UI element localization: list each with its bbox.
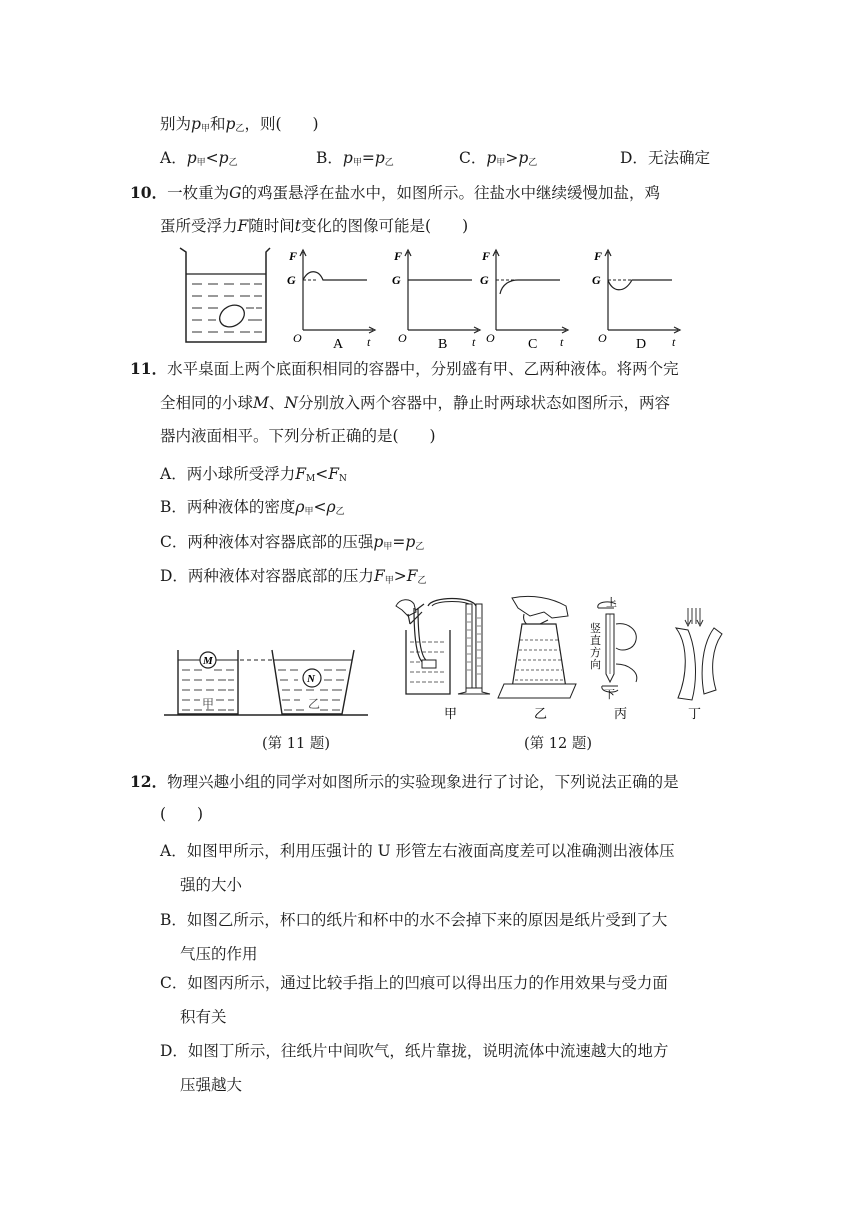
text: 全相同的小球 [160, 394, 254, 412]
figure-label: 乙 [534, 706, 548, 721]
q9-option-d[interactable] [620, 146, 710, 168]
q12-option-a[interactable] [160, 839, 675, 895]
sub: 乙 [384, 158, 394, 168]
relation: = [361, 149, 375, 167]
sub: 甲 [352, 158, 362, 168]
axis-label-f: F [594, 249, 603, 263]
option-text: C．如图丙所示，通过比较手指上的凹痕可以得出压力的作用效果与受力面 [160, 974, 668, 992]
graph-c [478, 246, 578, 352]
axis-label-f: F [482, 249, 491, 263]
graph-a [285, 246, 385, 352]
q12-option-d[interactable] [160, 1039, 668, 1095]
q12-option-c[interactable] [160, 971, 668, 1027]
graph-label: A [333, 337, 344, 352]
graph-d [590, 246, 690, 352]
var-F: F [237, 217, 249, 235]
var-f: F [373, 567, 385, 585]
text: 器内液面相平。下列分析正确的是( ) [160, 427, 436, 445]
sub: 甲 [200, 124, 210, 134]
ball-n-label: N [307, 673, 315, 685]
relation: = [392, 533, 406, 551]
text: 的鸡蛋悬浮在盐水中，如图所示。往盐水中继续缓慢加盐，鸡 [241, 184, 660, 202]
text: 、 [268, 394, 285, 412]
graph-label: B [438, 337, 448, 352]
sub: 乙 [417, 576, 427, 586]
axis-label-t: t [367, 335, 371, 349]
option-text: B．如图乙所示，杯口的纸片和杯中的水不会掉下来的原因是纸片受到了大 [160, 911, 668, 929]
var-n: N [284, 394, 298, 412]
q9-option-b[interactable]: B．$p_甲=p_乙$ [316, 149, 394, 168]
figure-label: 甲 [444, 706, 458, 721]
option-text: 压强越大 [180, 1076, 243, 1094]
axis-label-t: t [560, 335, 564, 349]
graph-label: D [636, 337, 647, 352]
option-text: A．两小球所受浮力 [160, 465, 296, 483]
axis-label-t: t [672, 335, 676, 349]
option-text: 强的大小 [180, 876, 243, 894]
relation: < [315, 465, 329, 483]
q9-option-a[interactable]: A．$p_甲<p_乙$ [160, 149, 238, 168]
text: ，则( ) [244, 115, 319, 133]
axis-label-o: O [293, 331, 302, 345]
option-text: B．两种液体的密度 [160, 498, 296, 516]
var-f: F [295, 465, 306, 483]
relation: < [205, 149, 219, 167]
inverted-cup-illustration [498, 596, 576, 721]
axis-label-o: O [398, 331, 407, 345]
var-m: M [253, 394, 269, 412]
pencil-fingers-illustration [590, 595, 637, 721]
axis-label-t: t [472, 335, 476, 349]
beaker-egg-figure [176, 246, 272, 346]
q12-caption: (第 12 题) [524, 736, 592, 752]
option-text: 无法确定 [647, 149, 710, 167]
text: 变化的图像可能是( ) [301, 217, 469, 235]
question-number: 10． [130, 183, 168, 202]
option-text: A．如图甲所示，利用压强计的 U 形管左右液面高度差可以准确测出液体压 [160, 842, 675, 860]
var-p: p [405, 533, 416, 551]
container-label: 甲 [202, 697, 215, 711]
option-text: D．如图丁所示，往纸片中间吹气，纸片靠拢，说明流体中流速越大的地方 [160, 1042, 669, 1060]
direction-text: 竖 [590, 623, 601, 635]
text: 和 [209, 115, 226, 133]
option-text: C．两种液体对容器底部的压强 [160, 533, 374, 551]
sub: 乙 [235, 124, 245, 134]
q11-containers-figure [164, 640, 374, 720]
var-p: p [373, 533, 384, 551]
option-text: D．两种液体对容器底部的压力 [160, 567, 374, 585]
container-label: 乙 [308, 697, 321, 711]
axis-label-f: F [394, 249, 403, 263]
paper-sheets-illustration [676, 608, 722, 721]
axis-label-o: O [486, 331, 495, 345]
text: 蛋所受浮力 [160, 217, 238, 235]
var-rho: ρ [326, 498, 336, 516]
text: 一枚重为 [167, 184, 230, 202]
direction-text: 直 [590, 635, 601, 647]
text: 水平桌面上两个底面积相同的容器中，分别盛有甲、乙两种液体。将两个完 [167, 360, 679, 378]
question-number: 12． [130, 772, 168, 791]
sub: 甲 [383, 542, 393, 552]
option-text: 积有关 [180, 1008, 227, 1026]
axis-label-g: G [592, 273, 601, 287]
var-f: F [406, 567, 418, 585]
var-t: t [294, 217, 302, 235]
text: 物理兴趣小组的同学对如图所示的实验现象进行了讨论，下列说法正确的是 [167, 773, 679, 791]
axis-label-g: G [392, 273, 401, 287]
pressure-gauge-illustration [396, 599, 490, 722]
direction-label-up: 上 [606, 597, 617, 609]
q12-line2: ( ) [160, 805, 204, 823]
option-label: C． [459, 149, 487, 167]
option-label: B． [316, 149, 343, 167]
axis-label-g: G [287, 273, 296, 287]
axis-label-o: O [598, 331, 607, 345]
graph-b [390, 246, 490, 352]
text: 随时间 [248, 217, 295, 235]
q11-line3 [160, 424, 436, 446]
q11-caption: (第 11 题) [262, 736, 330, 752]
sub: 乙 [335, 507, 345, 517]
var-p: p [225, 115, 236, 133]
relation: > [393, 567, 407, 585]
axis-label-g: G [480, 273, 489, 287]
graph-label: C [528, 337, 538, 352]
option-label: D． [620, 149, 648, 167]
q11-option-c[interactable] [160, 530, 424, 552]
sub: M [305, 474, 316, 484]
option-label: A． [160, 149, 187, 167]
relation: < [313, 498, 327, 516]
q11-line2 [160, 391, 670, 413]
q9-tail-line [160, 112, 319, 134]
question-number: 11． [130, 359, 168, 378]
q10-line2 [160, 214, 468, 236]
var-rho: ρ [295, 498, 305, 516]
sub: 甲 [304, 507, 314, 517]
sub: 甲 [384, 576, 394, 586]
ball-m-label: M [203, 655, 213, 667]
text: 别为 [160, 115, 192, 133]
sub: N [338, 474, 347, 484]
q9-option-c[interactable]: C．$p_甲>p_乙$ [459, 149, 538, 168]
q11-option-b[interactable] [160, 495, 345, 517]
var-p: p [191, 115, 201, 133]
sub: 乙 [228, 158, 238, 168]
q11-option-d[interactable] [160, 564, 427, 586]
axis-label-f: F [289, 249, 298, 263]
sub: 甲 [196, 158, 206, 168]
figure-label: 丁 [688, 706, 702, 721]
var-G: G [229, 184, 242, 202]
q11-line1 [130, 357, 679, 379]
q10-line1 [130, 181, 660, 203]
sub: 甲 [496, 158, 506, 168]
relation: > [505, 149, 519, 167]
sub: 乙 [415, 542, 425, 552]
direction-text: 方 [590, 647, 601, 659]
q11-option-a[interactable] [160, 462, 347, 484]
sub: 乙 [528, 158, 538, 168]
figure-label: 丙 [614, 706, 628, 721]
option-text: 气压的作用 [180, 945, 258, 963]
direction-label-down: 下 [604, 689, 615, 701]
text: 分别放入两个容器中，静止时两球状态如图所示，两容 [297, 394, 670, 412]
var-f: F [328, 465, 339, 483]
direction-text: 向 [590, 659, 601, 671]
q12-option-b[interactable] [160, 908, 667, 964]
q12-line1 [130, 770, 679, 792]
q12-experiments-figure [392, 594, 732, 724]
